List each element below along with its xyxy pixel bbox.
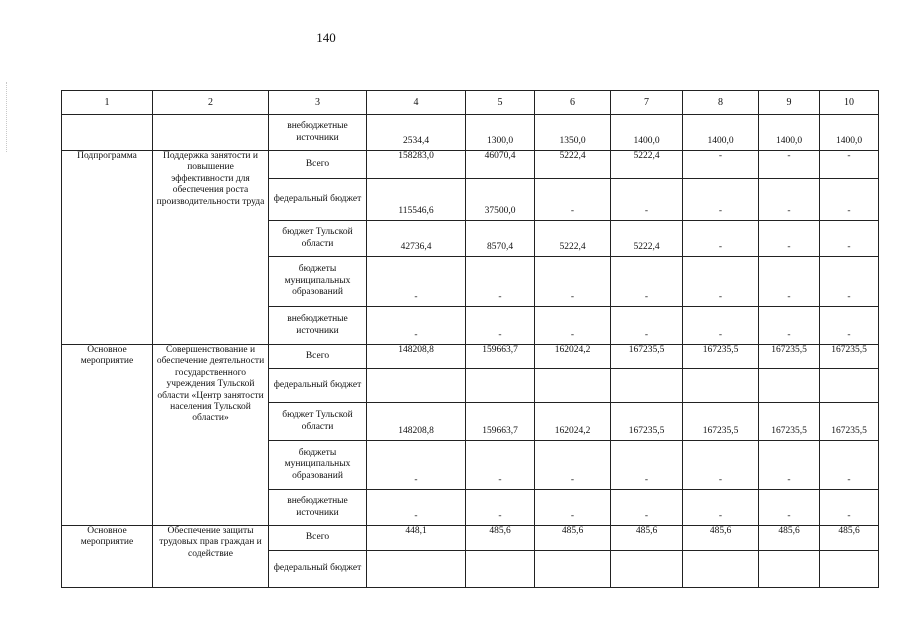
page-number: 140 xyxy=(316,30,336,45)
program-name-cell: Обеспечение защиты трудовых прав граждан и содействие xyxy=(153,526,269,588)
value-cell xyxy=(820,551,879,588)
funding-source-cell: Всего xyxy=(269,526,367,551)
value-cell: - xyxy=(535,307,611,345)
value-cell: 167235,5 xyxy=(683,403,759,441)
value-cell: - xyxy=(820,221,879,257)
value-cell: 162024,2 xyxy=(535,403,611,441)
header-cell-10: 10 xyxy=(820,91,879,115)
value-cell: 2534,4 xyxy=(367,115,466,151)
program-name-cell: Поддержка занятости и повышение эффективности для обеспечения роста производительности труда xyxy=(153,151,269,345)
funding-source-cell: федеральный бюджет xyxy=(269,551,367,588)
funding-source-cell: внебюджетные источники xyxy=(269,307,367,345)
value-cell: 37500,0 xyxy=(466,179,535,221)
value-cell: - xyxy=(820,441,879,490)
value-cell: - xyxy=(367,441,466,490)
value-cell: 485,6 xyxy=(759,526,820,551)
value-cell: 115546,6 xyxy=(367,179,466,221)
value-cell: - xyxy=(759,151,820,179)
value-cell xyxy=(683,551,759,588)
header-cell-4: 4 xyxy=(367,91,466,115)
table-row xyxy=(62,345,879,369)
table-row-continuation xyxy=(62,115,879,151)
value-cell xyxy=(535,369,611,403)
funding-source-cell: Всего xyxy=(269,345,367,369)
value-cell: 1400,0 xyxy=(683,115,759,151)
value-cell xyxy=(367,369,466,403)
value-cell xyxy=(683,369,759,403)
value-cell: 485,6 xyxy=(611,526,683,551)
value-cell: 8570,4 xyxy=(466,221,535,257)
header-cell-8: 8 xyxy=(683,91,759,115)
value-cell: 5222,4 xyxy=(535,221,611,257)
value-cell: - xyxy=(611,307,683,345)
value-cell: 167235,5 xyxy=(820,403,879,441)
value-cell xyxy=(611,551,683,588)
value-cell: 1400,0 xyxy=(611,115,683,151)
header-cell-9: 9 xyxy=(759,91,820,115)
value-cell: 1400,0 xyxy=(759,115,820,151)
header-cell-7: 7 xyxy=(611,91,683,115)
value-cell: 167235,5 xyxy=(820,345,879,369)
value-cell: 159663,7 xyxy=(466,403,535,441)
value-cell: - xyxy=(759,257,820,307)
value-cell: - xyxy=(683,441,759,490)
value-cell: - xyxy=(759,307,820,345)
value-cell: 1350,0 xyxy=(535,115,611,151)
value-cell: - xyxy=(683,257,759,307)
funding-source-cell: бюджеты муниципальных образований xyxy=(269,257,367,307)
program-type-cell: Основное мероприятие xyxy=(62,345,153,526)
value-cell: - xyxy=(683,307,759,345)
value-cell: - xyxy=(820,490,879,526)
value-cell: - xyxy=(820,307,879,345)
value-cell xyxy=(611,369,683,403)
value-cell xyxy=(759,369,820,403)
value-cell: 167235,5 xyxy=(611,403,683,441)
program-type-cell xyxy=(62,115,153,151)
value-cell: 148208,8 xyxy=(367,403,466,441)
funding-source-cell: бюджеты муниципальных образований xyxy=(269,441,367,490)
funding-source-cell: внебюджетные источники xyxy=(269,115,367,151)
program-type-cell: Подпрограмма xyxy=(62,151,153,345)
header-cell-6: 6 xyxy=(535,91,611,115)
value-cell: - xyxy=(535,179,611,221)
funding-source-cell: внебюджетные источники xyxy=(269,490,367,526)
value-cell: 1300,0 xyxy=(466,115,535,151)
header-cell-3: 3 xyxy=(269,91,367,115)
value-cell: - xyxy=(466,257,535,307)
value-cell: - xyxy=(683,151,759,179)
header-row xyxy=(62,91,879,115)
value-cell: - xyxy=(683,221,759,257)
value-cell: 485,6 xyxy=(820,526,879,551)
value-cell: - xyxy=(367,257,466,307)
value-cell: 167235,5 xyxy=(683,345,759,369)
value-cell xyxy=(466,551,535,588)
value-cell: 485,6 xyxy=(535,526,611,551)
value-cell: - xyxy=(759,221,820,257)
funding-source-cell: Всего xyxy=(269,151,367,179)
value-cell xyxy=(759,551,820,588)
value-cell: 167235,5 xyxy=(611,345,683,369)
program-name-cell xyxy=(153,115,269,151)
value-cell: - xyxy=(466,490,535,526)
value-cell: - xyxy=(466,307,535,345)
value-cell xyxy=(535,551,611,588)
value-cell: 5222,4 xyxy=(611,151,683,179)
value-cell xyxy=(367,551,466,588)
value-cell: - xyxy=(759,490,820,526)
value-cell: - xyxy=(683,490,759,526)
header-cell-2: 2 xyxy=(153,91,269,115)
value-cell: 5222,4 xyxy=(535,151,611,179)
value-cell: 448,1 xyxy=(367,526,466,551)
value-cell: - xyxy=(466,441,535,490)
value-cell: - xyxy=(611,257,683,307)
header-cell-1: 1 xyxy=(62,91,153,115)
value-cell: 148208,8 xyxy=(367,345,466,369)
value-cell xyxy=(820,369,879,403)
value-cell: 167235,5 xyxy=(759,345,820,369)
budget-table xyxy=(61,90,879,588)
value-cell: 46070,4 xyxy=(466,151,535,179)
value-cell: - xyxy=(535,441,611,490)
value-cell: 167235,5 xyxy=(759,403,820,441)
value-cell: 1400,0 xyxy=(820,115,879,151)
value-cell: 485,6 xyxy=(466,526,535,551)
funding-source-cell: бюджет Тульской области xyxy=(269,403,367,441)
value-cell: - xyxy=(759,179,820,221)
value-cell: 158283,0 xyxy=(367,151,466,179)
value-cell: - xyxy=(367,307,466,345)
scan-margin-marks xyxy=(6,82,9,152)
value-cell: - xyxy=(820,179,879,221)
program-type-cell: Основное мероприятие xyxy=(62,526,153,588)
value-cell: - xyxy=(820,257,879,307)
funding-source-cell: федеральный бюджет xyxy=(269,179,367,221)
funding-source-cell: федеральный бюджет xyxy=(269,369,367,403)
value-cell xyxy=(466,369,535,403)
value-cell: 159663,7 xyxy=(466,345,535,369)
program-name-cell: Совершенствование и обеспечение деятельности государственного учреждения Тульской области «Центр занятости населения Тульской области» xyxy=(153,345,269,526)
value-cell: - xyxy=(611,490,683,526)
value-cell: - xyxy=(759,441,820,490)
header-cell-5: 5 xyxy=(466,91,535,115)
value-cell: - xyxy=(820,151,879,179)
value-cell: 5222,4 xyxy=(611,221,683,257)
value-cell: 485,6 xyxy=(683,526,759,551)
value-cell: - xyxy=(535,257,611,307)
table-row xyxy=(62,526,879,551)
value-cell: - xyxy=(367,490,466,526)
funding-source-cell: бюджет Тульской области xyxy=(269,221,367,257)
value-cell: - xyxy=(611,441,683,490)
value-cell: - xyxy=(683,179,759,221)
value-cell: - xyxy=(611,179,683,221)
value-cell: 162024,2 xyxy=(535,345,611,369)
value-cell: - xyxy=(535,490,611,526)
table-row xyxy=(62,151,879,179)
value-cell: 42736,4 xyxy=(367,221,466,257)
